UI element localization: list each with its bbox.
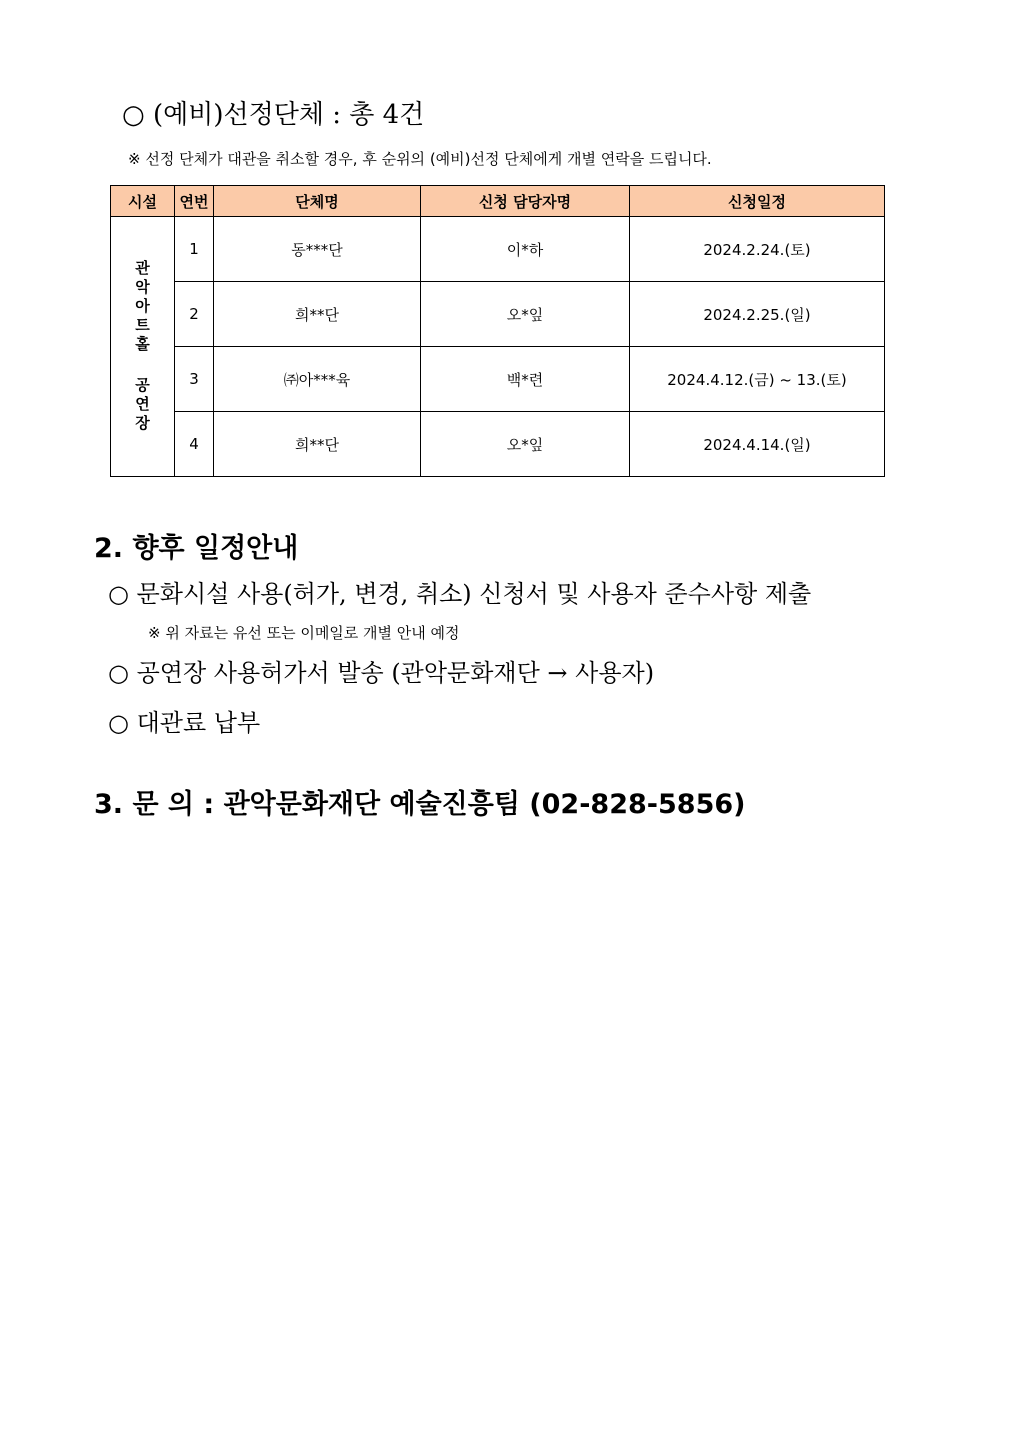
table-row [111,412,885,477]
table-header-row [111,186,885,217]
request-date: 2024.2.24.(토) [630,217,885,282]
col-header: 신청일정 [630,186,885,217]
col-header: 연번 [175,186,214,217]
facility-name: 관악아트홀 공연장 [133,259,151,434]
row-no: 2 [175,282,214,347]
facility-cell [111,217,175,477]
group-name: ㈜아***육 [214,347,421,412]
contact-name: 오*잎 [421,412,630,477]
col-header: 단체명 [214,186,421,217]
contact-name: 백*련 [421,347,630,412]
schedule-item-text: 대관료 납부 [136,709,261,737]
reserve-heading [122,94,424,131]
group-name: 희**단 [214,412,421,477]
group-name: 동***단 [214,217,421,282]
schedule-note: ※ 위 자료는 유선 또는 이메일로 개별 안내 예정 [148,624,460,642]
reserve-note: ※ 선정 단체가 대관을 취소할 경우, 후 순위의 (예비)선정 단체에게 개별 연락을 드립니다. [128,150,712,168]
section3-contact: 3. 문 의 : 관악문화재단 예술진흥팀 (02-828-5856) [94,789,746,820]
contact-name: 오*잎 [421,282,630,347]
reserve-title: (예비)선정단체 : 총 4건 [152,100,425,130]
schedule-item [108,653,654,688]
schedule-item [108,703,260,738]
request-date: 2024.4.14.(일) [630,412,885,477]
request-date: 2024.2.25.(일) [630,282,885,347]
request-date: 2024.4.12.(금) ~ 13.(토) [630,347,885,412]
col-header: 시설 [111,186,175,217]
table-row [111,282,885,347]
schedule-item [108,574,811,609]
col-header: 신청 담당자명 [421,186,630,217]
row-no: 4 [175,412,214,477]
contact-name: 이*하 [421,217,630,282]
reserve-table [110,185,885,477]
schedule-item-text: 공연장 사용허가서 발송 (관악문화재단 → 사용자) [136,659,655,687]
group-name: 희**단 [214,282,421,347]
bullet-icon: ○ [122,100,145,130]
table-row [111,217,885,282]
table-row [111,347,885,412]
bullet-icon: ○ [108,580,129,608]
bullet-icon: ○ [108,709,129,737]
row-no: 1 [175,217,214,282]
row-no: 3 [175,347,214,412]
bullet-icon: ○ [108,659,129,687]
section2-title: 2. 향후 일정안내 [94,533,299,564]
schedule-item-text: 문화시설 사용(허가, 변경, 취소) 신청서 및 사용자 준수사항 제출 [136,580,812,608]
